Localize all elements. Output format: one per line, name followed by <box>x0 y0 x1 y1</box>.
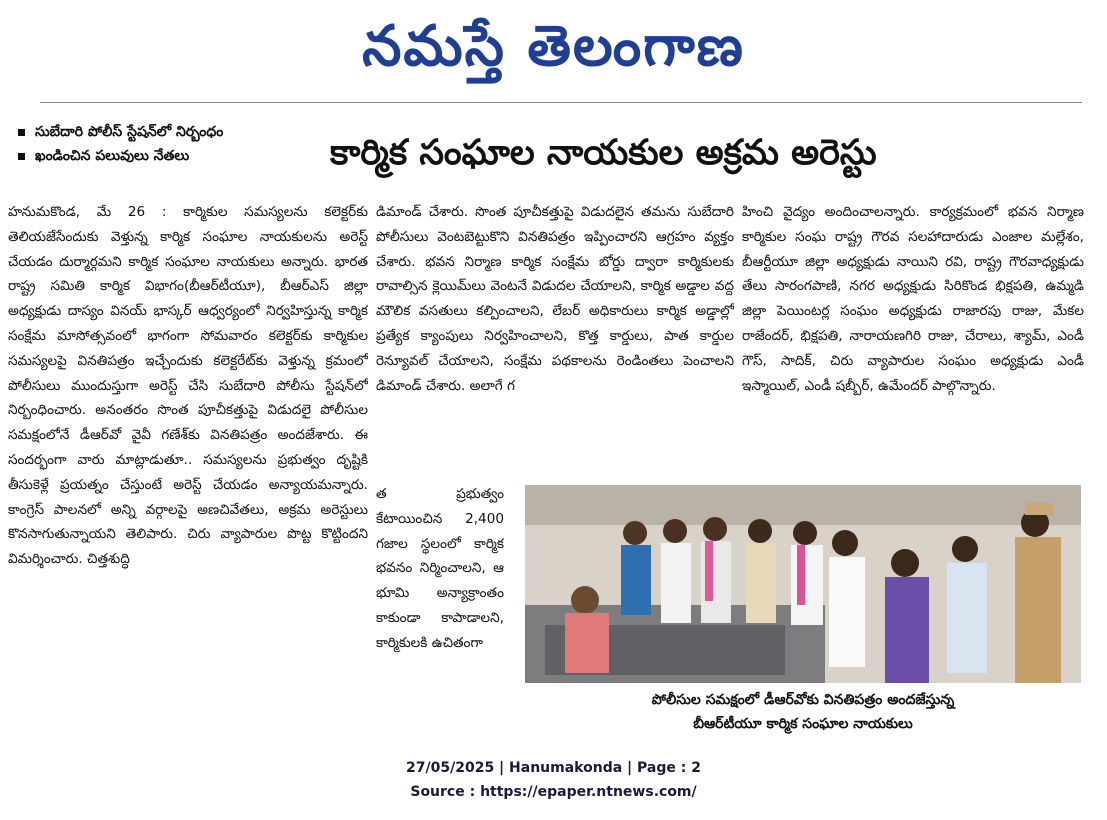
photo-caption <box>525 688 1081 736</box>
bullet-item <box>18 120 338 144</box>
masthead-title: నమస్తే తెలంగాణ <box>362 14 745 79</box>
photo-illustration <box>525 485 1081 683</box>
footer-source[interactable]: Source : https://epaper.ntnews.com/ <box>410 784 697 800</box>
masthead <box>0 8 1107 86</box>
article-column-1: హనుమకొండ, మే 26 : కార్మికుల సమస్యలను కలెక్టర్‌కు తెలియజేసేందుకు వెళ్తున్న కార్మిక సంఘాల నాయకులను అరెస్ట్ చేయడం దుర్మార్గమని కార్మిక సంఘాల నాయకులు అన్నారు. భారత రాష్ట్ర సమితి కార్మిక విభాగం(బీఆర్‌టీయూ), బీఆర్‌ఎస్ జిల్లా అధ్యక్షుడు దాస్యం వినయ్ భాస్కర్ ఆధ్వర్యంలో నిర్వహిస్తున్న కార్మిక సంక్షేమ మాసోత్సవంలో భాగంగా సోమవారం కలెక్టర్‌కు కార్మికుల సమస్యలపై వినతిపత్రం ఇచ్చేందుకు కలెక్టరేట్‌కు వెళ్తున్న క్రమంలో పోలీసులు ముందుస్తుగా అరెస్ట్ చేసి సుబేదారి పోలీసు స్టేషన్‌లో నిర్బంధించారు. అనంతరం సొంత పూచీకత్తుపై విడుదలై పోలీసుల సమక్షంలోనే డీఆర్‌వో వైవీ గణేశ్‌కు వినతిపత్రం అందజేశారు. ఈ సందర్భంగా వారు మాట్లాడుతూ.. సమస్యలను ప్రభుత్వం దృష్టికి తీసుకెళ్లే ప్రయత్నం చేస్తుంటే అరెస్ట్ చేయడం అన్యాయమన్నారు. కాంగ్రెస్ పాలనలో అన్ని వర్గాలపై అణచివేతలు, అక్రమ అరెస్టులు కొనసాగుతున్నాయని తెలిపారు. చిరు వ్యాపారుల పొట్ట కొట్టిందని విమర్శించారు. చిత్తశుద్ధి <box>8 204 368 568</box>
caption-line-2: బీఆర్‌టీయూ కార్మిక సంఘాల నాయకులు <box>693 716 913 732</box>
footer <box>0 756 1107 804</box>
bullet-item <box>18 144 338 168</box>
article-column-2-continued: త ప్రభుత్వం కేటాయించిన 2,400 గజాల స్థలంలో కార్మిక భవనం నిర్మించాలని, ఆ భూమి అన్యాక్రాంతం కాకుండా కాపాడాలని, కార్మికులకి ఉచితంగా <box>376 486 504 651</box>
article-column-3: హించి వైద్యం అందించాలన్నారు. కార్యక్రమంలో భవన నిర్మాణ కార్మికుల సంఘ రాష్ట్ర గౌరవ సలహాదారుడు ఎంజాల మల్లేశం, బీఆర్టీయూ జిల్లా అధ్యక్షుడు నాయిని రవి, రాష్ట్ర గౌరవాధ్యక్షుడు తేలు సారంగపాణి, నగర అధ్యక్షుడు సిరికొండ భిక్షపతి, ఉమ్మడి జిల్లా పెయింటర్ల సంఘం అధ్యక్షుడు రాజారపు రాజు, మేకల రాజేందర్, భిక్షపతి, నారాయణగిరి రాజు, చేరాలు, శ్యామ్, ఎండీ గౌస్, సాదిక్, చిరు వ్యాపారుల సంఘం అధ్యక్షుడు ఎండీ ఇస్మాయిల్, ఎండీ షబ్బీర్, ఉమేందర్ పాల్గొన్నారు. <box>742 204 1084 394</box>
bullet-text: సుబేదారి పోలీస్ స్టేషన్‌లో నిర్బంధం <box>35 124 224 140</box>
bullet-square-icon <box>18 153 25 160</box>
caption-line-1: పోలీసుల సమక్షంలో డీఆర్‌వోకు వినతిపత్రం అందజేస్తున్న <box>651 692 955 708</box>
masthead-divider <box>40 102 1082 103</box>
subhead-bullets <box>18 120 338 168</box>
news-photo <box>525 485 1081 683</box>
headline: కార్మిక సంఘాల నాయకుల అక్రమ అరెస్టు <box>330 133 877 173</box>
footer-date-edition: 27/05/2025 | Hanumakonda | Page : 2 <box>406 760 701 776</box>
bullet-text: ఖండించిన పలువులు నేతలు <box>35 148 190 164</box>
article-column-2: డిమాండ్ చేశారు. సొంత పూచీకత్తుపై విడుదలైన తమను సుబేదారి పోలీసులు వెంటబెట్టుకొని వినతిపత్రం ఇప్పించారని ఆగ్రహం వ్యక్తం చేశారు. భవన నిర్మాణ కార్మిక సంక్షేమ బోర్డు ద్వారా కార్మికులకు రావాల్సిన క్లెయిమ్‌లు వెంటనే విడుదల చేయాలని, కార్మిక అడ్డాల వద్ద మౌలిక వసతులు కల్పించాలని, లేబర్ అధికారులు కార్మిక అడ్డాల్లో ప్రత్యేక క్యాంపులు నిర్వహించాలని, కొత్త కార్డులు, పాత కార్డుల రెన్యూవల్ చేయాలని, సంక్షేమ పథకాలను రెండింతలు పెంచాలని డిమాండ్ చేశారు. అలాగే గ <box>376 204 734 394</box>
bullet-square-icon <box>18 129 25 136</box>
